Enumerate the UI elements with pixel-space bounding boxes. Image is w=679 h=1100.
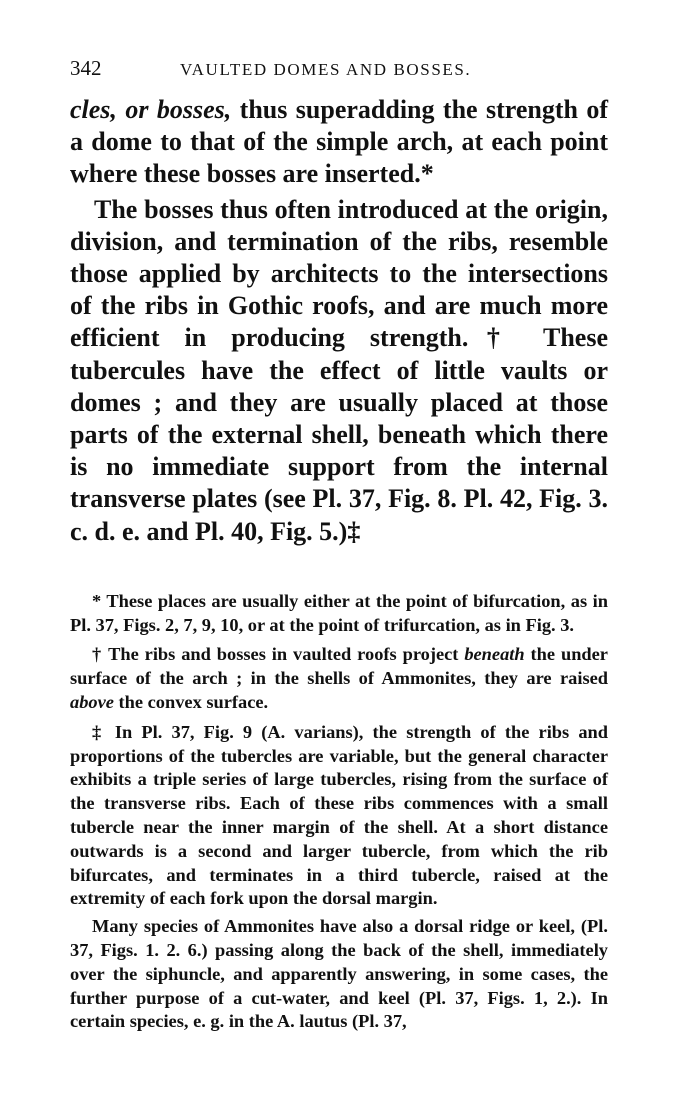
- footnote-dagger: [70, 643, 608, 714]
- footnote-double-dagger: ‡ In Pl. 37, Fig. 9 (A. varians), the strength of the ribs and proportions of the tubercles are variable, but the general character exhibits a triple series of large tubercles, rising from the surface of the transverse ribs. Each of these ribs commences with a small tubercle near the inner margin of the shell. At a short distance outwards is a second and larger tubercle, from which the rib bifurcates, and terminates in a third tubercle, raised at the extremity of each fork upon the dorsal margin.: [70, 721, 608, 909]
- paragraph-2: The bosses thus often introduced at the origin, division, and termination of the ribs, resemble those applied by architects to the intersections of the ribs in Gothic roofs, and are much more efficient in producing strength.† These tubercules have the effect of little vaults or domes ; and they are usually placed at those parts of the external shell, beneath which there is no immediate support from the internal transverse plates (see Pl. 37, Fig. 8. Pl. 42, Fig. 3. c. d. e. and Pl. 40, Fig. 5.)‡: [70, 194, 608, 546]
- paragraph-1: [70, 94, 608, 191]
- running-head: [70, 56, 608, 86]
- italic-phrase: cles, or bosses,: [70, 95, 232, 124]
- footnote-dagger-text-1: † The ribs and bosses in vaulted roofs project: [92, 644, 465, 665]
- footnote-asterisk: * These places are usually either at the point of bifurcation, as in Pl. 37, Figs. 2, 7, 9, 10, or at the point of trifurcation, as in Fig. 3.: [70, 590, 608, 635]
- running-title: VAULTED DOMES AND BOSSES.: [180, 60, 472, 79]
- footnote-dagger-italic-2: above: [70, 692, 114, 713]
- main-text: [70, 94, 608, 548]
- footnotes: [70, 590, 608, 1034]
- book-page: [70, 56, 608, 1034]
- page-number: 342: [70, 56, 102, 80]
- footnote-dagger-italic-1: beneath: [464, 644, 525, 665]
- footnote-dagger-text-2: the under surface of the arch ; in the shells of Ammonites, they are raised: [70, 644, 608, 689]
- footnote-continuation: Many species of Ammonites have also a dorsal ridge or keel, (Pl. 37, Figs. 1. 2. 6.) passing along the back of the shell, immediately over the siphuncle, and apparently answering, in some cases, the further purpose of a cut-water, and keel (Pl. 37, Figs. 1, 2.). In certain species, e. g. in the A. lautus (Pl. 37,: [70, 916, 608, 1032]
- paragraph-1-text: thus superadding the strength of a dome to that of the simple arch, at each point where these bosses are inserted.*: [70, 95, 609, 189]
- footnote-dagger-text-3: the convex surface.: [113, 692, 269, 713]
